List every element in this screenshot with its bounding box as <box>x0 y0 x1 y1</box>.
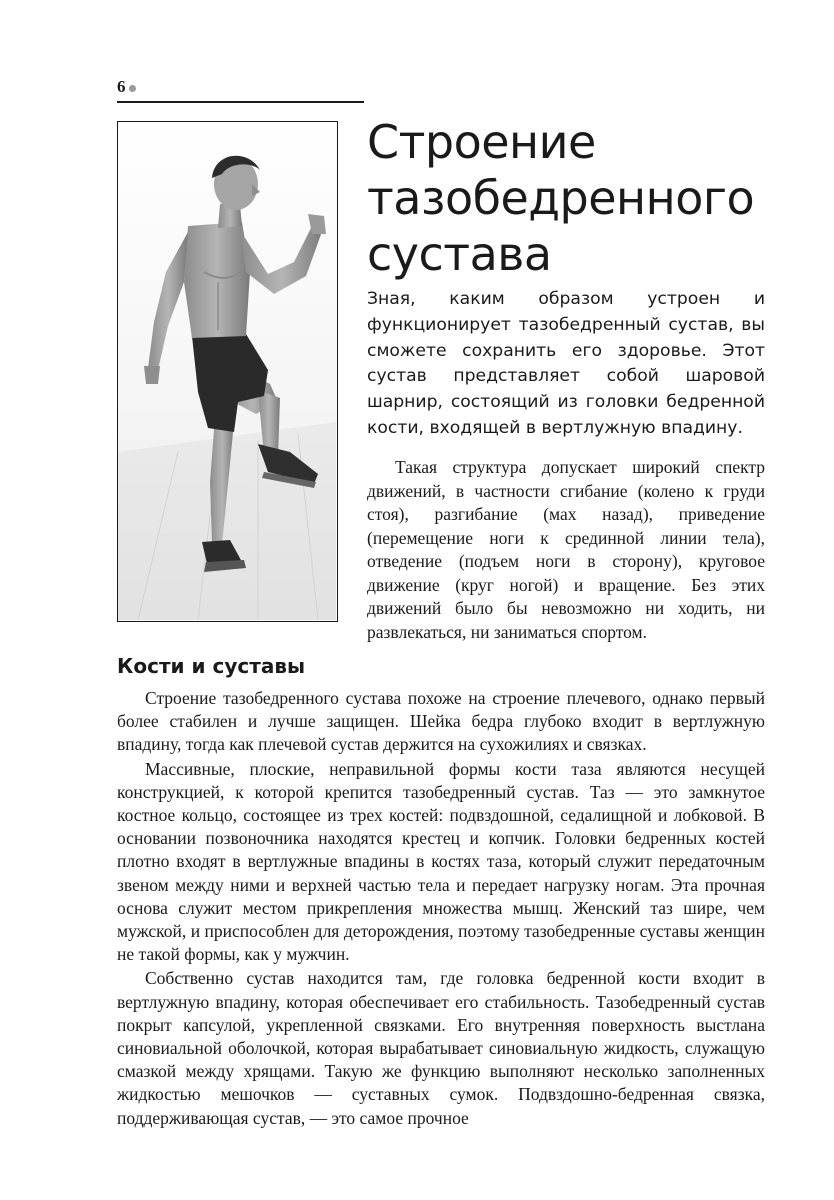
high-knee-figure-illustration <box>118 122 336 620</box>
page-number <box>117 77 136 97</box>
section-body <box>117 687 765 1131</box>
section-heading: Кости и суставы <box>117 654 306 678</box>
article-title: Строение тазобедренного сустава <box>367 115 755 281</box>
header-rule <box>117 101 364 103</box>
body-paragraph: Собственно сустав находится там, где головка бедренной кости входит в вертлужную впадину, которая обеспечивает его стабильность. Тазобедренный сустав покрыт капсулой, укрепленной связками. Его внутренняя поверхность выстлана синовиальной оболочкой, которая вырабатывает синовиальную жидкость, служащую смазкой между хрящами. Такую же функцию выполняют несколько заполненных жидкостью мешочков — суставных сумок. Подвздошно-бедренная связка, поддерживающая сустав, — это самое прочное <box>117 968 765 1128</box>
body-paragraph: Массивные, плоские, неправильной формы кости таза являются несущей конструкцией, к которой крепится тазобедренный сустав. Таз — это замкнутое костное кольцо, состоящее из трех костей: подвздошной, седалищной и лобковой. В основании позвоночника находятся крестец и копчик. Головки бедренных костей плотно входят в вертлужные впадины в костях таза, который служит передаточным звеном между ними и верхней частью тела и передает нагрузку ногам. Эта прочная основа служит местом прикрепления множества мышц. Женский таз шире, чем мужской, и приспособлен для деторождения, поэтому тазобедренные суставы женщин не такой формы, как у мужчин. <box>117 758 765 965</box>
exercise-photo <box>117 121 338 622</box>
body-paragraph: Строение тазобедренного сустава похоже на строение плечевого, однако первый более стабилен и лучше защищен. Шейка бедра глубоко входит в вертлужную впадину, тогда как плечевой сустав держится на сухожилиях и связках. <box>117 688 765 755</box>
intro-paragraph: Такая структура допускает широкий спектр движений, в частности сгибание (колено к груди стоя), разгибание (мах назад), приведение (перемещение ноги к срединной линии тела), отведение (подъем ноги в сторону), круговое движение (круг ногой) и вращение. Без этих движений было бы невозможно ни ходить, ни развлекаться, ни заниматься спортом. <box>367 457 765 642</box>
page-number-dot <box>129 85 136 92</box>
lead-paragraph: Зная, каким образом устроен и функционирует тазобедренный сустав, вы сможете сохранить его здоровье. Этот сустав представляет собой шаровой шарнир, состоящий из головки бедренной кости, входящей в вертлужную впадину. <box>367 289 765 438</box>
page-number-value: 6 <box>117 77 126 96</box>
